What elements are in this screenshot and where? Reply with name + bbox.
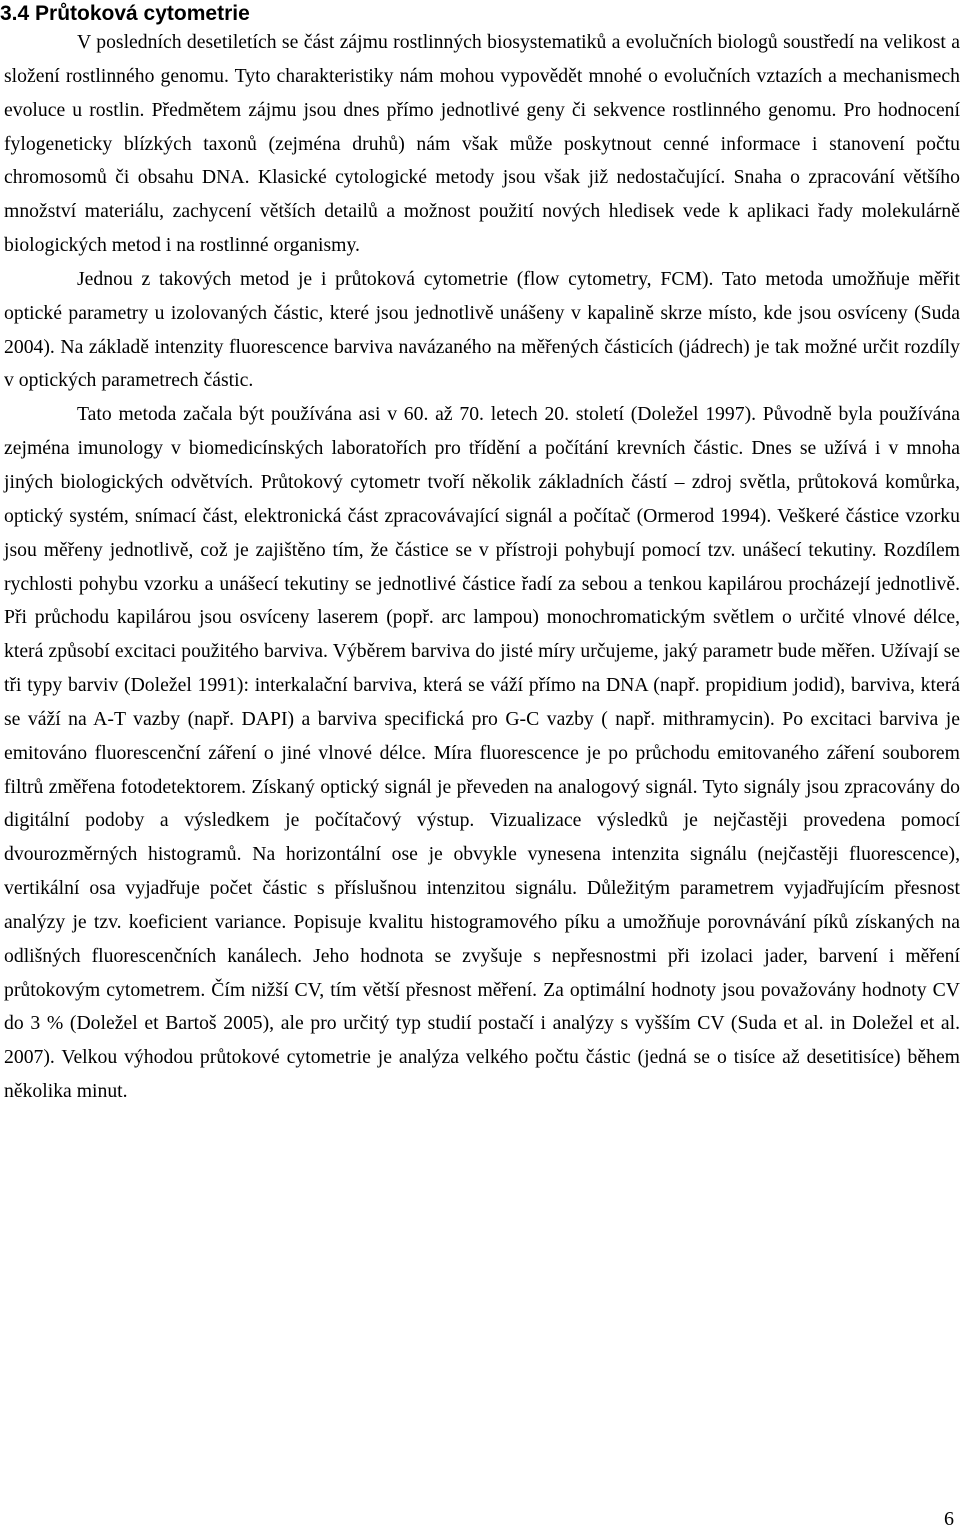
body-text xyxy=(4,26,960,1109)
paragraph-history: Tato metoda začala být používána asi v 60. až 70. letech 20. století (Doležel 1997). Původně byla používána zejména imunology v biomedicínských laboratořích pro třídění a počítání krevních částic. Dnes se užívá i v mnoha jiných biologických odvětvích. Průtokový cytometr tvoří několik základních částí – zdroj světla, průtoková komůrka, optický systém, snímací část, elektronická část zpracovávající signál a počítač (Ormerod 1994). Veškeré částice vzorku jsou měřeny jednotlivě, což je zajištěno tím, že částice se v přístroji pohybují pomocí tzv. unášecí tekutiny. Rozdílem rychlosti pohybu vzorku a unášecí tekutiny se jednotlivé částice řadí za sebou a tenkou kapilárou procházejí jednotlivě. Při průchodu kapilárou jsou osvíceny laserem (popř. arc lampou) monochromatickým světlem o určité vlnové délce, která způsobí excitaci použitého barviva. Výběrem barviva do jisté míry určujeme, jaký parametr bude měřen. Užívají se tři typy barviv (Doležel 1991): interkalační barviva, která se váží přímo na DNA (např. propidium jodid), barviva, která se váží na A-T vazby (např. DAPI) a barviva specifická pro G-C vazby ( např. mithramycin). Po excitaci barviva je emitováno fluorescenční záření o jiné vlnové délce. Míra fluorescence je po průchodu emitovaného záření souborem filtrů změřena fotodetektorem. Získaný optický signál je převeden na analogový signál. Tyto signály jsou zpracovány do digitální podoby a výsledkem je počítačový výstup. Vizualizace výsledků je nejčastěji provedena pomocí dvourozměrných histogramů. Na horizontální ose je obvykle vynesena intenzita signálu (nejčastěji fluorescence), vertikální osa vyjadřuje počet částic s příslušnou intenzitou signálu. Důležitým parametrem vyjadřujícím přesnost analýzy je tzv. koeficient variance. Popisuje kvalitu histogramového píku a umožňuje porovnávání píků získaných na odlišných fluorescenčních kanálech. Jeho hodnota se zvyšuje s nepřesnostmi při izolaci jader, barvení i měření průtokovým cytometrem. Čím nižší CV, tím větší přesnost měření. Za optimální hodnoty jsou považovány hodnoty CV do 3 % (Doležel et Bartoš 2005), ale pro určitý typ studií postačí i analýzy s vyšším CV (Suda et al. in Doležel et al. 2007). Velkou výhodou průtokové cytometrie je analýza velkého počtu částic (jedná se o tisíce až desetitisíce) během několika minut. xyxy=(4,403,960,1103)
page-number: 6 xyxy=(944,1508,954,1530)
section-heading: 3.4 Průtoková cytometrie xyxy=(0,2,250,25)
paragraph-method: Jednou z takových metod je i průtoková cytometrie (flow cytometry, FCM). Tato metoda umožňuje měřit optické parametry u izolovaných částic, které jsou jednotlivě unášeny v kapalině skrze místo, kde jsou osvíceny (Suda 2004). Na základě intenzity fluorescence barviva navázaného na měřených částicích (jádrech) je tak možné určit rozdíly v optických parametrech částic. xyxy=(4,267,960,392)
paragraph-intro: V posledních desetiletích se část zájmu rostlinných biosystematiků a evolučních biologů soustředí na velikost a složení rostlinného genomu. Tyto charakteristiky nám mohou vypovědět mnohé o evolučních vztazích a mechanismech evoluce u rostlin. Předmětem zájmu jsou dnes přímo jednotlivé geny či sekvence rostlinného genomu. Pro hodnocení fylogeneticky blízkých taxonů (zejména druhů) nám však může poskytnout cenné informace i stanovení počtu chromosomů či obsahu DNA. Klasické cytologické metody jsou však již nedostačující. Snaha o zpracování většího množství materiálu, zachycení větších detailů a možnost použití nových hledisek vede k aplikaci řady molekulárně biologických metod i na rostlinné organismy. xyxy=(4,31,960,257)
